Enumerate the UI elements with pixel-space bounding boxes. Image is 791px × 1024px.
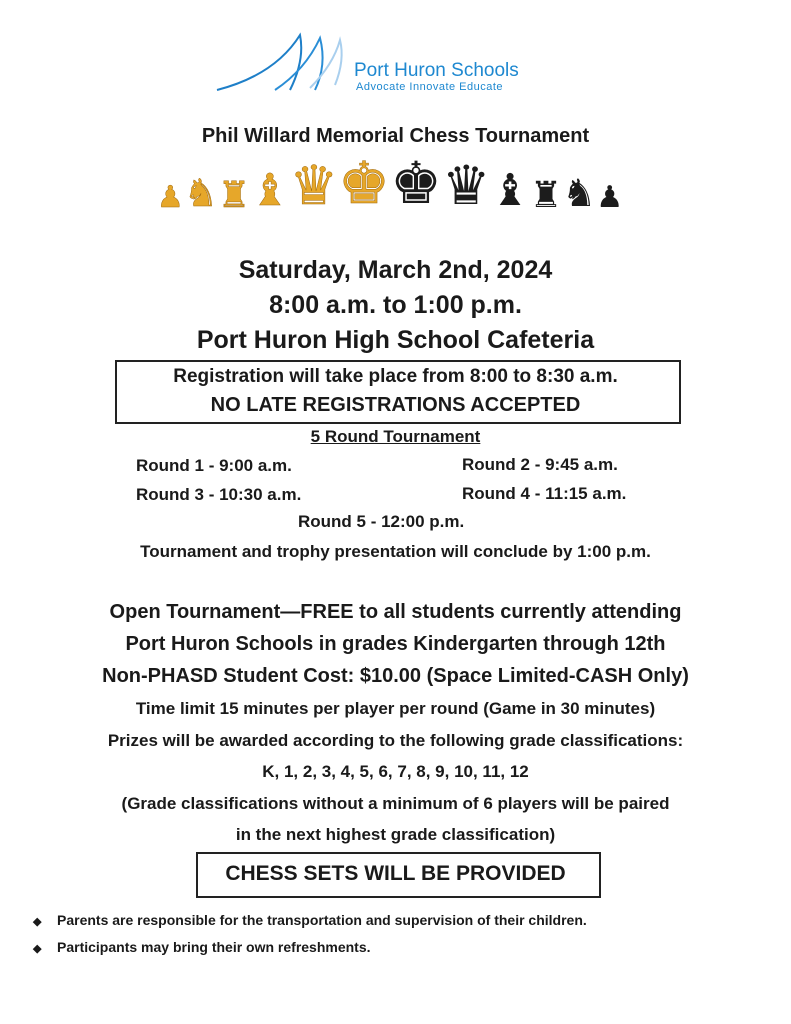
conclusion-note: Tournament and trophy presentation will conclude by 1:00 p.m. [140,542,651,561]
black-bishop-icon: ♝ [490,166,530,215]
gold-pawn-icon: ♟ [156,181,184,214]
event-date: Saturday, March 2nd, 2024 [238,256,553,284]
rounds-heading: 5 Round Tournament [310,427,481,446]
registration-time: Registration will take place from 8:00 to 8:30 a.m. [173,366,618,387]
gold-bishop-icon: ♝ [250,166,290,215]
detail-line: Port Huron Schools in grades Kindergarten through 12th [125,633,666,655]
detail-line: in the next highest grade classification) [235,825,556,844]
bullet-item [33,939,371,955]
gold-queen-icon: ♛ [289,156,338,216]
gold-rook-icon: ♜ [217,174,251,215]
round-3: Round 3 - 10:30 a.m. [136,485,302,504]
event-time: 8:00 a.m. to 1:00 p.m. [269,291,522,319]
detail-line: Time limit 15 minutes per player per round (Game in 30 minutes) [135,699,656,718]
grade-list: K, 1, 2, 3, 4, 5, 6, 7, 8, 9, 10, 11, 12 [262,762,529,781]
bullet-text: Parents are responsible for the transportation and supervision of their children. [57,912,587,928]
black-pawn-icon: ♟ [596,181,624,214]
detail-line: Open Tournament—FREE to all students currently attending [109,601,682,623]
bullet-item [33,912,587,928]
logo-tagline: Advocate Innovate Educate [356,81,504,93]
bullet-text: Participants may bring their own refreshments. [57,939,371,955]
diamond-bullet-icon: ◆ [33,916,42,928]
detail-line: Non-PHASD Student Cost: $10.00 (Space Limited-CASH Only) [102,665,689,687]
tournament-title: Phil Willard Memorial Chess Tournament [201,125,590,147]
logo-swoosh-icon [215,30,355,95]
black-king-icon: ♚ [390,151,442,216]
black-queen-icon: ♛ [442,156,491,216]
gold-king-icon: ♚ [338,151,390,216]
detail-line: Prizes will be awarded according to the following grade classifications: [107,731,684,750]
logo-name: Port Huron Schools [354,60,519,81]
diamond-bullet-icon: ◆ [33,943,42,955]
detail-line: (Grade classifications without a minimum of 6 players will be paired [121,794,670,813]
round-4: Round 4 - 11:15 a.m. [462,484,627,503]
black-knight-icon: ♞ [562,173,597,215]
round-5: Round 5 - 12:00 p.m. [298,512,465,531]
no-late-registration: NO LATE REGISTRATIONS ACCEPTED [210,394,581,416]
gold-knight-icon: ♞ [183,173,218,215]
black-rook-icon: ♜ [529,174,563,215]
chess-pieces-image [156,151,624,216]
chess-sets-notice: CHESS SETS WILL BE PROVIDED [225,862,566,885]
round-1: Round 1 - 9:00 a.m. [136,456,292,475]
round-2: Round 2 - 9:45 a.m. [462,455,618,474]
event-location: Port Huron High School Cafeteria [196,326,595,354]
